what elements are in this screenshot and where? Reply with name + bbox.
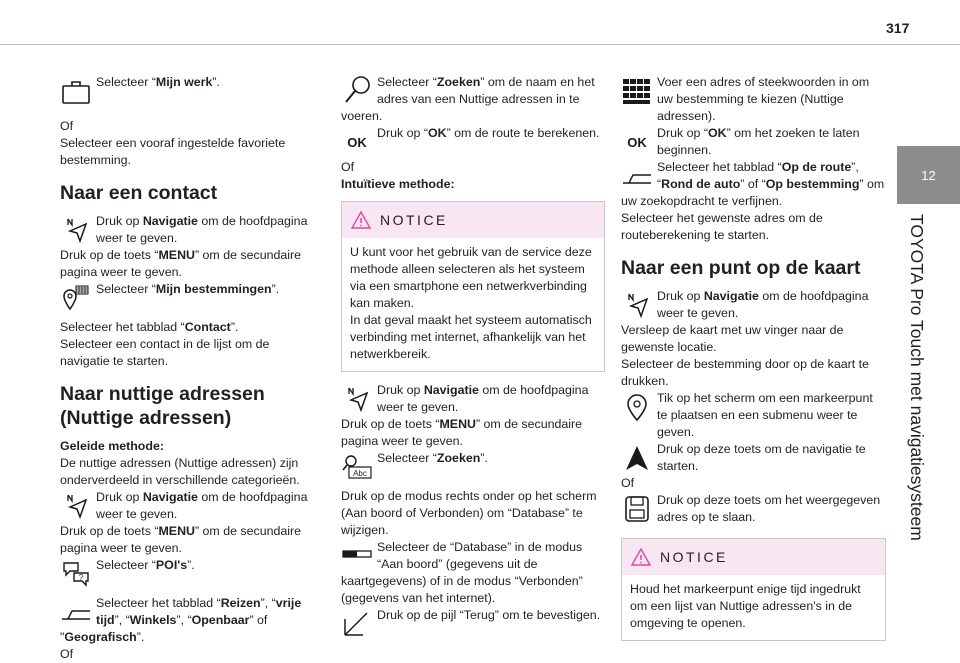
ok-step bbox=[621, 125, 886, 159]
notice-box bbox=[341, 201, 605, 372]
column-3 bbox=[621, 74, 886, 651]
text-bold: Openbaar bbox=[191, 613, 250, 627]
map-nav-step bbox=[621, 288, 886, 322]
address-text: Selecteer het gewenste adres om de routeberekening te starten. bbox=[621, 211, 823, 242]
text: Druk op bbox=[657, 289, 704, 303]
notice-title: NOTICE bbox=[380, 211, 448, 228]
svg-text:?: ? bbox=[78, 573, 84, 582]
save-disk-icon bbox=[621, 494, 653, 524]
text: Druk op bbox=[96, 214, 143, 228]
guided-label: Geleide methode: bbox=[60, 439, 164, 453]
navigation-arrow-icon bbox=[60, 491, 92, 521]
heading-poi: Naar nuttige adressen (Nuttige adressen) bbox=[60, 383, 265, 429]
text: ” om de secundaire pagina weer te geven. bbox=[60, 248, 302, 279]
warning-triangle-icon bbox=[630, 547, 652, 567]
text: Druk op “ bbox=[377, 126, 428, 140]
notice-body bbox=[342, 238, 604, 371]
text-bold: Zoeken bbox=[436, 451, 481, 465]
text-bold: Geografisch bbox=[64, 630, 137, 644]
back-arrow-icon bbox=[341, 609, 373, 639]
text: ”, “ bbox=[114, 613, 130, 627]
keyboard-grid-icon bbox=[621, 76, 653, 106]
text-bold: Navigatie bbox=[423, 383, 479, 397]
text-bold: Mijn bestemmingen bbox=[155, 282, 272, 296]
text-bold: vrije tijd bbox=[96, 596, 302, 627]
text-bold: POI's bbox=[155, 558, 188, 572]
text: ” om het zoeken te laten beginnen. bbox=[657, 126, 860, 157]
side-title-text: TOYOTA Pro Touch met navigatiesysteem bbox=[907, 214, 927, 541]
or-text: Of bbox=[341, 160, 355, 174]
notice-header bbox=[622, 539, 885, 575]
header-rule bbox=[0, 44, 960, 45]
text: ”, “ bbox=[176, 613, 192, 627]
text: ” of “ bbox=[740, 177, 766, 191]
text: ”. bbox=[136, 630, 145, 644]
tab-icon bbox=[621, 159, 653, 191]
tab-icon bbox=[60, 595, 92, 627]
text: Selecteer “ bbox=[96, 75, 156, 89]
text: ” om de secundaire pagina weer te geven. bbox=[341, 417, 583, 448]
contact-dest-step bbox=[60, 281, 322, 315]
text-bold: Reizen bbox=[220, 596, 261, 610]
or-text: Of bbox=[60, 119, 74, 133]
start-step bbox=[621, 441, 886, 475]
notice-box bbox=[621, 538, 886, 641]
text: Selecteer het tabblad “ bbox=[60, 320, 185, 334]
navigation-arrow-icon bbox=[621, 290, 653, 320]
heading-contact: Naar een contact bbox=[60, 182, 218, 204]
text-bold: Op de route bbox=[781, 160, 852, 174]
text: Selecteer het tabblad “ bbox=[96, 596, 221, 610]
keyword-step bbox=[621, 74, 886, 125]
text: Selecteer “ bbox=[377, 75, 437, 89]
abc-label: Abc bbox=[353, 469, 367, 478]
text-bold: Navigatie bbox=[142, 490, 198, 504]
text-bold: Contact bbox=[184, 320, 231, 334]
search-step bbox=[341, 74, 605, 125]
text-bold: MENU bbox=[158, 248, 195, 262]
marker-step bbox=[621, 390, 886, 441]
navigation-start-icon bbox=[621, 443, 653, 473]
search-abc-icon bbox=[341, 452, 373, 482]
intuitive-nav-step bbox=[341, 382, 605, 416]
text: ” om uw zoekopdracht te verfijnen. bbox=[621, 177, 885, 208]
favorite-text: Selecteer een vooraf ingestelde favoriete bestemming. bbox=[60, 136, 286, 167]
text: ”. bbox=[480, 451, 488, 465]
text: om de hoofdpagina weer te geven. bbox=[96, 214, 308, 245]
text: Druk op “ bbox=[657, 126, 708, 140]
text: Druk op de toets “ bbox=[60, 248, 159, 262]
text: ”. bbox=[230, 320, 239, 334]
text-bold: OK bbox=[707, 126, 727, 140]
warning-triangle-icon bbox=[350, 210, 372, 230]
mode-bar-icon bbox=[341, 539, 373, 571]
text-bold: Navigatie bbox=[142, 214, 198, 228]
text-bold: Zoeken bbox=[436, 75, 481, 89]
database-step bbox=[341, 539, 605, 607]
back-step bbox=[341, 607, 605, 641]
text: Selecteer het tabblad “ bbox=[657, 160, 782, 174]
mode-text: Druk op de modus rechts onder op het scherm (Aan boord of Verbonden) om “Database” te wijzigen. bbox=[341, 489, 597, 537]
contact-nav-step bbox=[60, 213, 322, 247]
notice-text: In dat geval maakt het systeem automatisch verbinding met internet, afhankelijk van het netwerkbereik. bbox=[350, 313, 592, 361]
notice-title: NOTICE bbox=[660, 548, 728, 565]
ok-step bbox=[341, 125, 605, 159]
ok-icon: OK bbox=[627, 134, 647, 150]
contact-select-text: Selecteer een contact in de lijst om de navigatie te starten. bbox=[60, 337, 270, 368]
select-text: Selecteer de bestemming door op de kaart te drukken. bbox=[621, 357, 869, 388]
intuitive-label: Intuïtieve methode: bbox=[341, 177, 455, 191]
magnifier-icon bbox=[341, 74, 373, 106]
text-bold: MENU bbox=[439, 417, 476, 431]
text: om de hoofdpagina weer te geven. bbox=[377, 383, 589, 414]
text: Selecteer “ bbox=[96, 558, 156, 572]
save-text: Druk op deze toets om het weergegeven adres op te slaan. bbox=[657, 493, 881, 524]
text: Druk op bbox=[96, 490, 143, 504]
poi-icon bbox=[60, 559, 92, 589]
heading-map-point: Naar een punt op de kaart bbox=[621, 257, 861, 279]
text-bold: Op bestemming bbox=[765, 177, 860, 191]
text-bold: OK bbox=[427, 126, 447, 140]
guided-nav-step bbox=[60, 489, 322, 523]
marker-text: Tik op het scherm om een markeerpunt te plaatsen en een submenu weer te geven. bbox=[657, 391, 873, 439]
notice-body bbox=[622, 575, 885, 640]
text-bold: Navigatie bbox=[703, 289, 759, 303]
text: om de hoofdpagina weer te geven. bbox=[96, 490, 308, 521]
text-bold: Winkels bbox=[129, 613, 177, 627]
text: ”. bbox=[187, 558, 195, 572]
text-bold: MENU bbox=[158, 524, 195, 538]
text: ”, “ bbox=[260, 596, 276, 610]
text: ” om de route te berekenen. bbox=[446, 126, 600, 140]
side-title bbox=[906, 214, 927, 541]
text-bold: Mijn werk bbox=[155, 75, 213, 89]
text: ”, “ bbox=[657, 160, 859, 191]
text: ” om de naam en het adres van een Nuttige adressen in te voeren. bbox=[341, 75, 595, 123]
page-number: 317 bbox=[886, 20, 910, 36]
work-step bbox=[60, 74, 322, 108]
chapter-tab bbox=[897, 146, 960, 204]
guided-tab-step bbox=[60, 595, 322, 646]
start-text: Druk op deze toets om de navigatie te starten. bbox=[657, 442, 866, 473]
notice-text: Houd het markeerpunt enige tijd ingedrukt om een lijst van Nuttige adressen's in de omgeving te openen. bbox=[630, 582, 861, 630]
or-text: Of bbox=[621, 476, 635, 490]
navigation-arrow-icon bbox=[60, 215, 92, 245]
map-pin-flag-icon bbox=[60, 283, 92, 313]
text: ”. bbox=[212, 75, 220, 89]
text: ” om de secundaire pagina weer te geven. bbox=[60, 524, 302, 555]
notice-text: U kunt voor het gebruik van de service deze methode alleen selecteren als het systeem via een smartphone een netwerkverbinding kan maken. bbox=[350, 245, 592, 310]
text: Selecteer “ bbox=[377, 451, 437, 465]
column-2 bbox=[341, 74, 605, 641]
text: ”. bbox=[271, 282, 280, 296]
briefcase-icon bbox=[60, 76, 92, 106]
intuitive-search-step bbox=[341, 450, 605, 484]
map-pin-icon bbox=[621, 392, 653, 422]
text-bold: Rond de auto bbox=[661, 177, 741, 191]
text: Druk op de toets “ bbox=[60, 524, 159, 538]
ok-icon: OK bbox=[347, 134, 367, 150]
guided-text: De nuttige adressen (Nuttige adressen) zijn onderverdeeld in verschillende categorieën. bbox=[60, 456, 300, 487]
text: Druk op de toets “ bbox=[341, 417, 440, 431]
text: om de hoofdpagina weer te geven. bbox=[657, 289, 869, 320]
text: ” of " bbox=[60, 613, 268, 644]
column-1 bbox=[60, 74, 322, 663]
keyword-text: Voer een adres of steekwoorden in om uw bestemming te kiezen (Nuttige adressen). bbox=[657, 75, 870, 123]
save-step bbox=[621, 492, 886, 526]
database-text: Selecteer de “Database” in de modus “Aan boord” (gegevens uit de kaartgegevens) of in de modus “Verbonden” (gegevens van het internet). bbox=[341, 540, 583, 605]
notice-header bbox=[342, 202, 604, 238]
chapter-number: 12 bbox=[921, 167, 936, 183]
navigation-arrow-icon bbox=[341, 384, 373, 414]
route-tab-step bbox=[621, 159, 886, 210]
drag-text: Versleep de kaart met uw vinger naar de gewenste locatie. bbox=[621, 323, 844, 354]
text: Selecteer “ bbox=[96, 282, 156, 296]
or-text: Of bbox=[60, 647, 74, 661]
guided-poi-step bbox=[60, 557, 322, 591]
text: Druk op bbox=[377, 383, 424, 397]
back-text: Druk op de pijl “Terug” om te bevestigen. bbox=[377, 608, 601, 622]
